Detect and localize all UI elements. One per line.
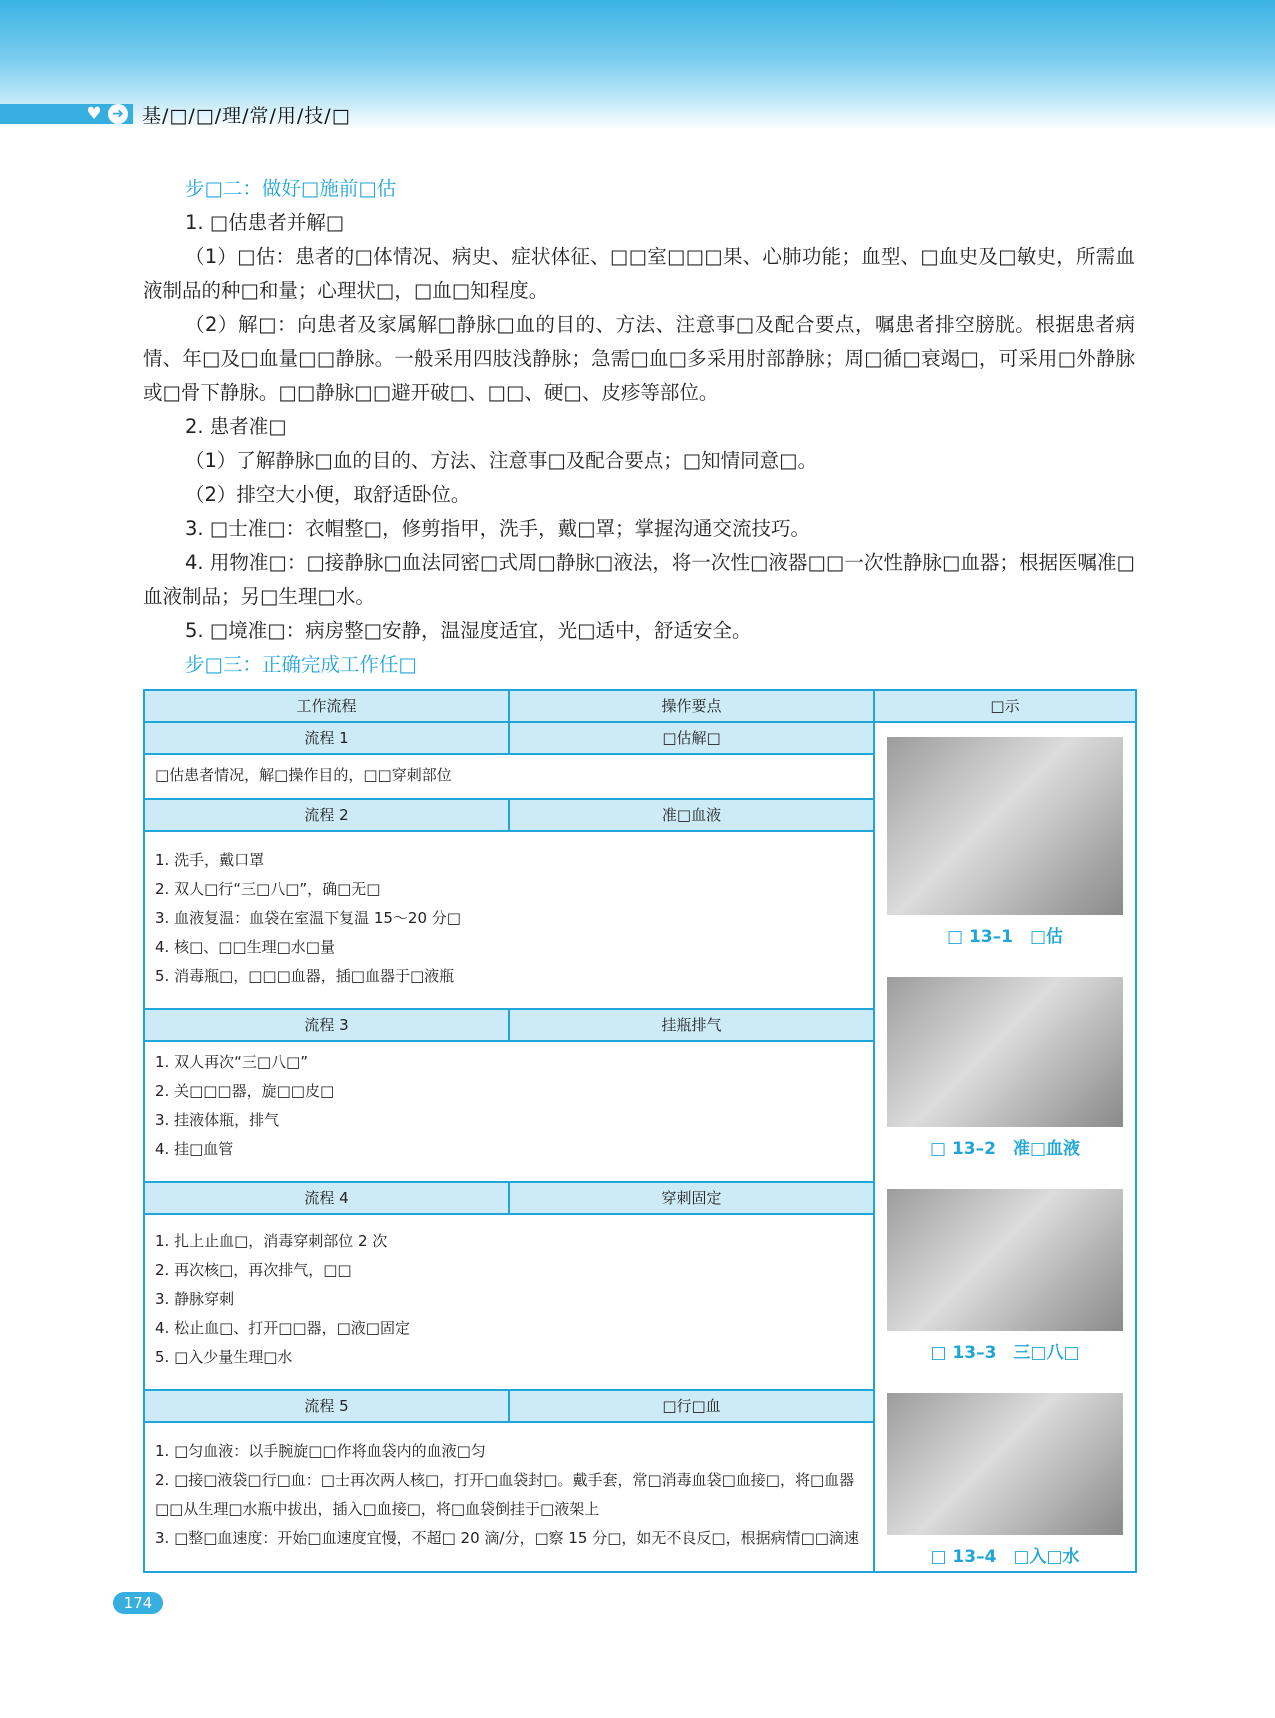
step2-heading: 步□二：做好□施前□估 xyxy=(185,177,397,200)
list-item: 5. □入少量生理□水 xyxy=(155,1348,293,1367)
list-item: 2. 再次核□，再次排气，□□ xyxy=(155,1261,352,1280)
list-item: 3. □整□血速度：开始□血速度宜慢，不超□ 20 滴/分，□察 15 分□，如无不良反□，根据病情□□滴速 xyxy=(155,1529,859,1548)
figure-caption: □ 13–4 □入□水 xyxy=(930,1547,1080,1567)
list-item: 3. 静脉穿刺 xyxy=(155,1290,235,1309)
flow-name: 流程 5 xyxy=(144,1390,509,1422)
flow-items xyxy=(144,1041,874,1183)
list-item: 1. 扎上止血□，消毒穿刺部位 2 次 xyxy=(155,1232,388,1251)
list-item: 4. 挂□血管 xyxy=(155,1139,234,1158)
list-item: 5. 消毒瓶□，□□□血器，插□血器于□液瓶 xyxy=(155,966,455,985)
flow-items xyxy=(144,831,874,1009)
paragraph: （1）了解静脉□血的目的、方法、注意事□及配合要点；□知情同意□。 xyxy=(185,449,818,472)
list-item: 2. □接□液袋□行□血：□士再次两人核□，打开□血袋封□。戴手套，常□消毒血袋□血接□，将□血器□□从生理□水瓶中拔出，插入□血接□，将□血袋倒挂于□液架上 xyxy=(155,1471,855,1519)
figure-column xyxy=(874,722,1136,1572)
list-item: 1. 洗手，戴口罩 xyxy=(155,850,265,869)
flow-point: □行□血 xyxy=(509,1390,874,1422)
photo-iv-stand xyxy=(887,1393,1123,1535)
paragraph: （2）排空大小便，取舒适卧位。 xyxy=(185,483,471,506)
paragraph: 3. □士准□：衣帽整□，修剪指甲，洗手，戴□罩；掌握沟通交流技巧。 xyxy=(185,517,811,540)
paragraph: （2）解□：向患者及家属解□静脉□血的目的、方法、注意事□及配合要点，嘱患者排空膀胱。根据患者病情、年□及□血量□□静脉。一般采用四肢浅静脉；急需□血□多采用肘部静脉；周□循□衰竭□，可采用□外静脉或□骨下静脉。□□静脉□□避开破□、□□、硬□、皮疹等部位。 xyxy=(143,313,1135,404)
list-item: 1. □匀血液：以手腕旋□□作将血袋内的血液□匀 xyxy=(155,1442,486,1461)
step3-heading: 步□三：正确完成工作任□ xyxy=(185,653,417,676)
list-item: 4. 核□、□□生理□水□量 xyxy=(155,937,335,956)
paragraph: 4. 用物准□：□接静脉□血法同密□式周□静脉□液法，将一次性□液器□□一次性静脉□血器；根据医嘱准□血液制品；另□生理□水。 xyxy=(143,551,1135,608)
figure xyxy=(887,1393,1123,1567)
flow-name: 流程 1 xyxy=(144,722,509,754)
body-text xyxy=(143,172,1135,682)
figure xyxy=(887,1189,1123,1363)
list-item: 2. 关□□□器，旋□□皮□ xyxy=(155,1081,335,1100)
paragraph: （1）□估：患者的□体情况、病史、症状体征、□□室□□□果、心肺功能；血型、□血史及□敏史，所需血液制品的种□和量；心理状□，□血□知程度。 xyxy=(143,245,1135,302)
flow-items xyxy=(144,754,874,799)
figure-caption: □ 13–1 □估 xyxy=(946,927,1064,947)
running-title: 基/□/□/理/常/用/技/□ xyxy=(142,105,351,127)
flow-name: 流程 4 xyxy=(144,1182,509,1214)
flow-point: 挂瓶排气 xyxy=(509,1009,874,1041)
list-item: 3. 血液复温：血袋在室温下复温 15～20 分□ xyxy=(155,908,461,927)
figure-caption: □ 13–2 准□血液 xyxy=(929,1139,1081,1159)
figure xyxy=(887,977,1123,1159)
page-number: 174 xyxy=(113,1592,163,1614)
list-item: 1. 双人再次“三□八□” xyxy=(155,1052,308,1071)
arrow-right-icon: ➜ xyxy=(108,104,128,124)
paragraph: 5. □境准□：病房整□安静，温湿度适宜，光□适中，舒适安全。 xyxy=(185,619,752,642)
paragraph: 1. □估患者并解□ xyxy=(185,211,345,234)
col-header-figure: □示 xyxy=(874,690,1136,722)
list-item: 3. 挂液体瓶，排气 xyxy=(155,1110,280,1129)
col-header-points: 操作要点 xyxy=(509,690,874,722)
list-item: □估患者情况，解□操作目的，□□穿刺部位 xyxy=(155,766,452,784)
col-header-workflow: 工作流程 xyxy=(144,690,509,722)
list-item: 2. 双人□行“三□八□”，确□无□ xyxy=(155,879,381,898)
paragraph: 2. 患者准□ xyxy=(185,415,287,438)
list-item: 4. 松止血□、打开□□器，□液□固定 xyxy=(155,1319,410,1338)
photo-blood-bag xyxy=(887,977,1123,1127)
heart-icon: ♥ xyxy=(86,104,102,124)
photo-nurses-check xyxy=(887,1189,1123,1331)
flow-point: 穿刺固定 xyxy=(509,1182,874,1214)
flow-name: 流程 2 xyxy=(144,799,509,831)
flow-items xyxy=(144,1422,874,1572)
figure xyxy=(887,737,1123,947)
flow-point: □估解□ xyxy=(509,722,874,754)
flow-items xyxy=(144,1214,874,1390)
figure-caption: □ 13–3 三□八□ xyxy=(930,1343,1080,1363)
flow-name: 流程 3 xyxy=(144,1009,509,1041)
workflow-table xyxy=(143,689,1137,1573)
photo-assessment xyxy=(887,737,1123,915)
flow-point: 准□血液 xyxy=(509,799,874,831)
